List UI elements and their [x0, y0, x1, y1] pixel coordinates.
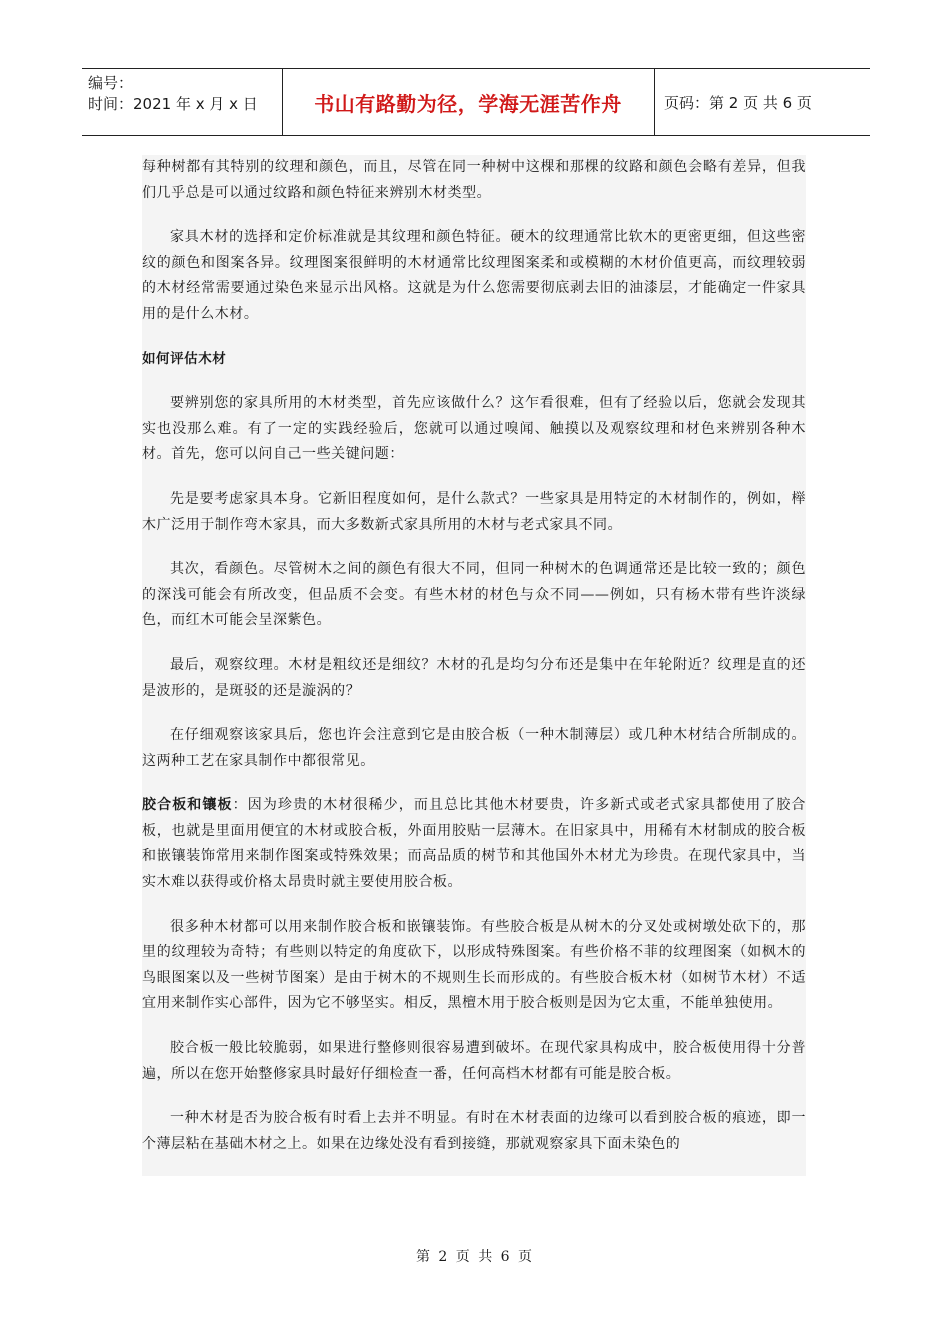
header-date: 时间：2021 年 x 月 x 日	[88, 95, 258, 113]
paragraph: 最后，观察纹理。木材是粗纹还是细纹？木材的孔是均匀分布还是集中在年轮附近？纹理是直的还是波形的，是斑驳的还是漩涡的？	[142, 656, 806, 699]
page-header	[82, 68, 870, 136]
paragraph: 每种树都有其特别的纹理和颜色，而且，尽管在同一种树中这棵和那棵的纹路和颜色会略有差异，但我们几乎总是可以通过纹路和颜色特征来辨别木材类型。	[142, 159, 806, 201]
header-motto: 书山有路勤为径，学海无涯苦作舟	[314, 91, 622, 116]
paragraph-text: ：因为珍贵的木材很稀少，而且总比其他木材要贵，许多新式或老式家具都使用了胶合板，也就是里面用便宜的木材或胶合板，外面用胶贴一层薄木。在旧家具中，用稀有木材制成的胶合板和嵌镶装饰常用来制作图案或特殊效果；而高品质的树节和其他国外木材尤为珍贵。在现代家具中，当实木难以获得或价格太昂贵时就主要使用胶合板。	[142, 797, 806, 891]
paragraph: 其次，看颜色。尽管树木之间的颜色有很大不同，但同一种树木的色调通常还是比较一致的；颜色的深浅可能会有所改变，但品质不会变。有些木材的材色与众不同——例如，只有杨木带有些许淡绿色，而红木可能会呈深紫色。	[142, 561, 806, 629]
page-footer: 第 2 页 共 6 页	[415, 1249, 535, 1265]
term-label: 胶合板和镶板	[142, 797, 233, 814]
paragraph: 一种木材是否为胶合板有时看上去并不明显。有时在木材表面的边缘可以看到胶合板的痕迹，即一个薄层粘在基础木材之上。如果在边缘处没有看到接缝，那就观察家具下面未染色的	[142, 1110, 806, 1152]
section-heading: 如何评估木材	[142, 350, 227, 367]
paragraph: 先是要考虑家具本身。它新旧程度如何，是什么款式？一些家具是用特定的木材制作的，例如，榉木广泛用于制作弯木家具，而大多数新式家具所用的木材与老式家具不同。	[142, 490, 806, 533]
paragraph: 在仔细观察该家具后，您也许会注意到它是由胶合板（一种木制薄层）或几种木材结合所制成的。这两种工艺在家具制作中都很常见。	[142, 727, 806, 769]
header-divider-right	[654, 69, 655, 135]
document-body	[142, 155, 806, 1176]
paragraph: 胶合板一般比较脆弱，如果进行整修则很容易遭到破坏。在现代家具构成中，胶合板使用得十分普遍，所以在您开始整修家具时最好仔细检查一番，任何高档木材都有可能是胶合板。	[142, 1040, 806, 1082]
paragraph: 很多种木材都可以用来制作胶合板和嵌镶装饰。有些胶合板是从树木的分叉处或树墩处砍下的，那里的纹理较为奇特；有些则以特定的角度砍下，以形成特殊图案。有些价格不菲的纹理图案（如枫木的鸟眼图案以及一些树节图案）是由于树木的不规则生长而形成的。有些胶合板木材（如树节木材）不适宜用来制作实心部件，因为它不够坚实。相反，黑檀木用于胶合板则是因为它太重，不能单独使用。	[142, 918, 806, 1012]
paragraph: 家具木材的选择和定价标准就是其纹理和颜色特征。硬木的纹理通常比软木的更密更细，但这些密纹的颜色和图案各异。纹理图案很鲜明的木材通常比纹理图案柔和或模糊的木材价值更高，而纹理较弱的木材经常需要通过染色来显示出风格。这就是为什么您需要彻底剥去旧的油漆层，才能确定一件家具用的是什么木材。	[142, 229, 806, 322]
header-page-info: 页码：第 2 页 共 6 页	[664, 93, 812, 112]
header-meta	[88, 73, 278, 115]
paragraph	[142, 793, 806, 895]
header-number-label: 编号：	[88, 74, 134, 92]
paragraph: 要辨别您的家具所用的木材类型，首先应该做什么？这乍看很难，但有了经验以后，您就会发现其实也没那么难。有了一定的实践经验后，您就可以通过嗅闻、触摸以及观察纹理和材色来辨别各种木材。首先，您可以问自己一些关键问题：	[142, 395, 806, 463]
